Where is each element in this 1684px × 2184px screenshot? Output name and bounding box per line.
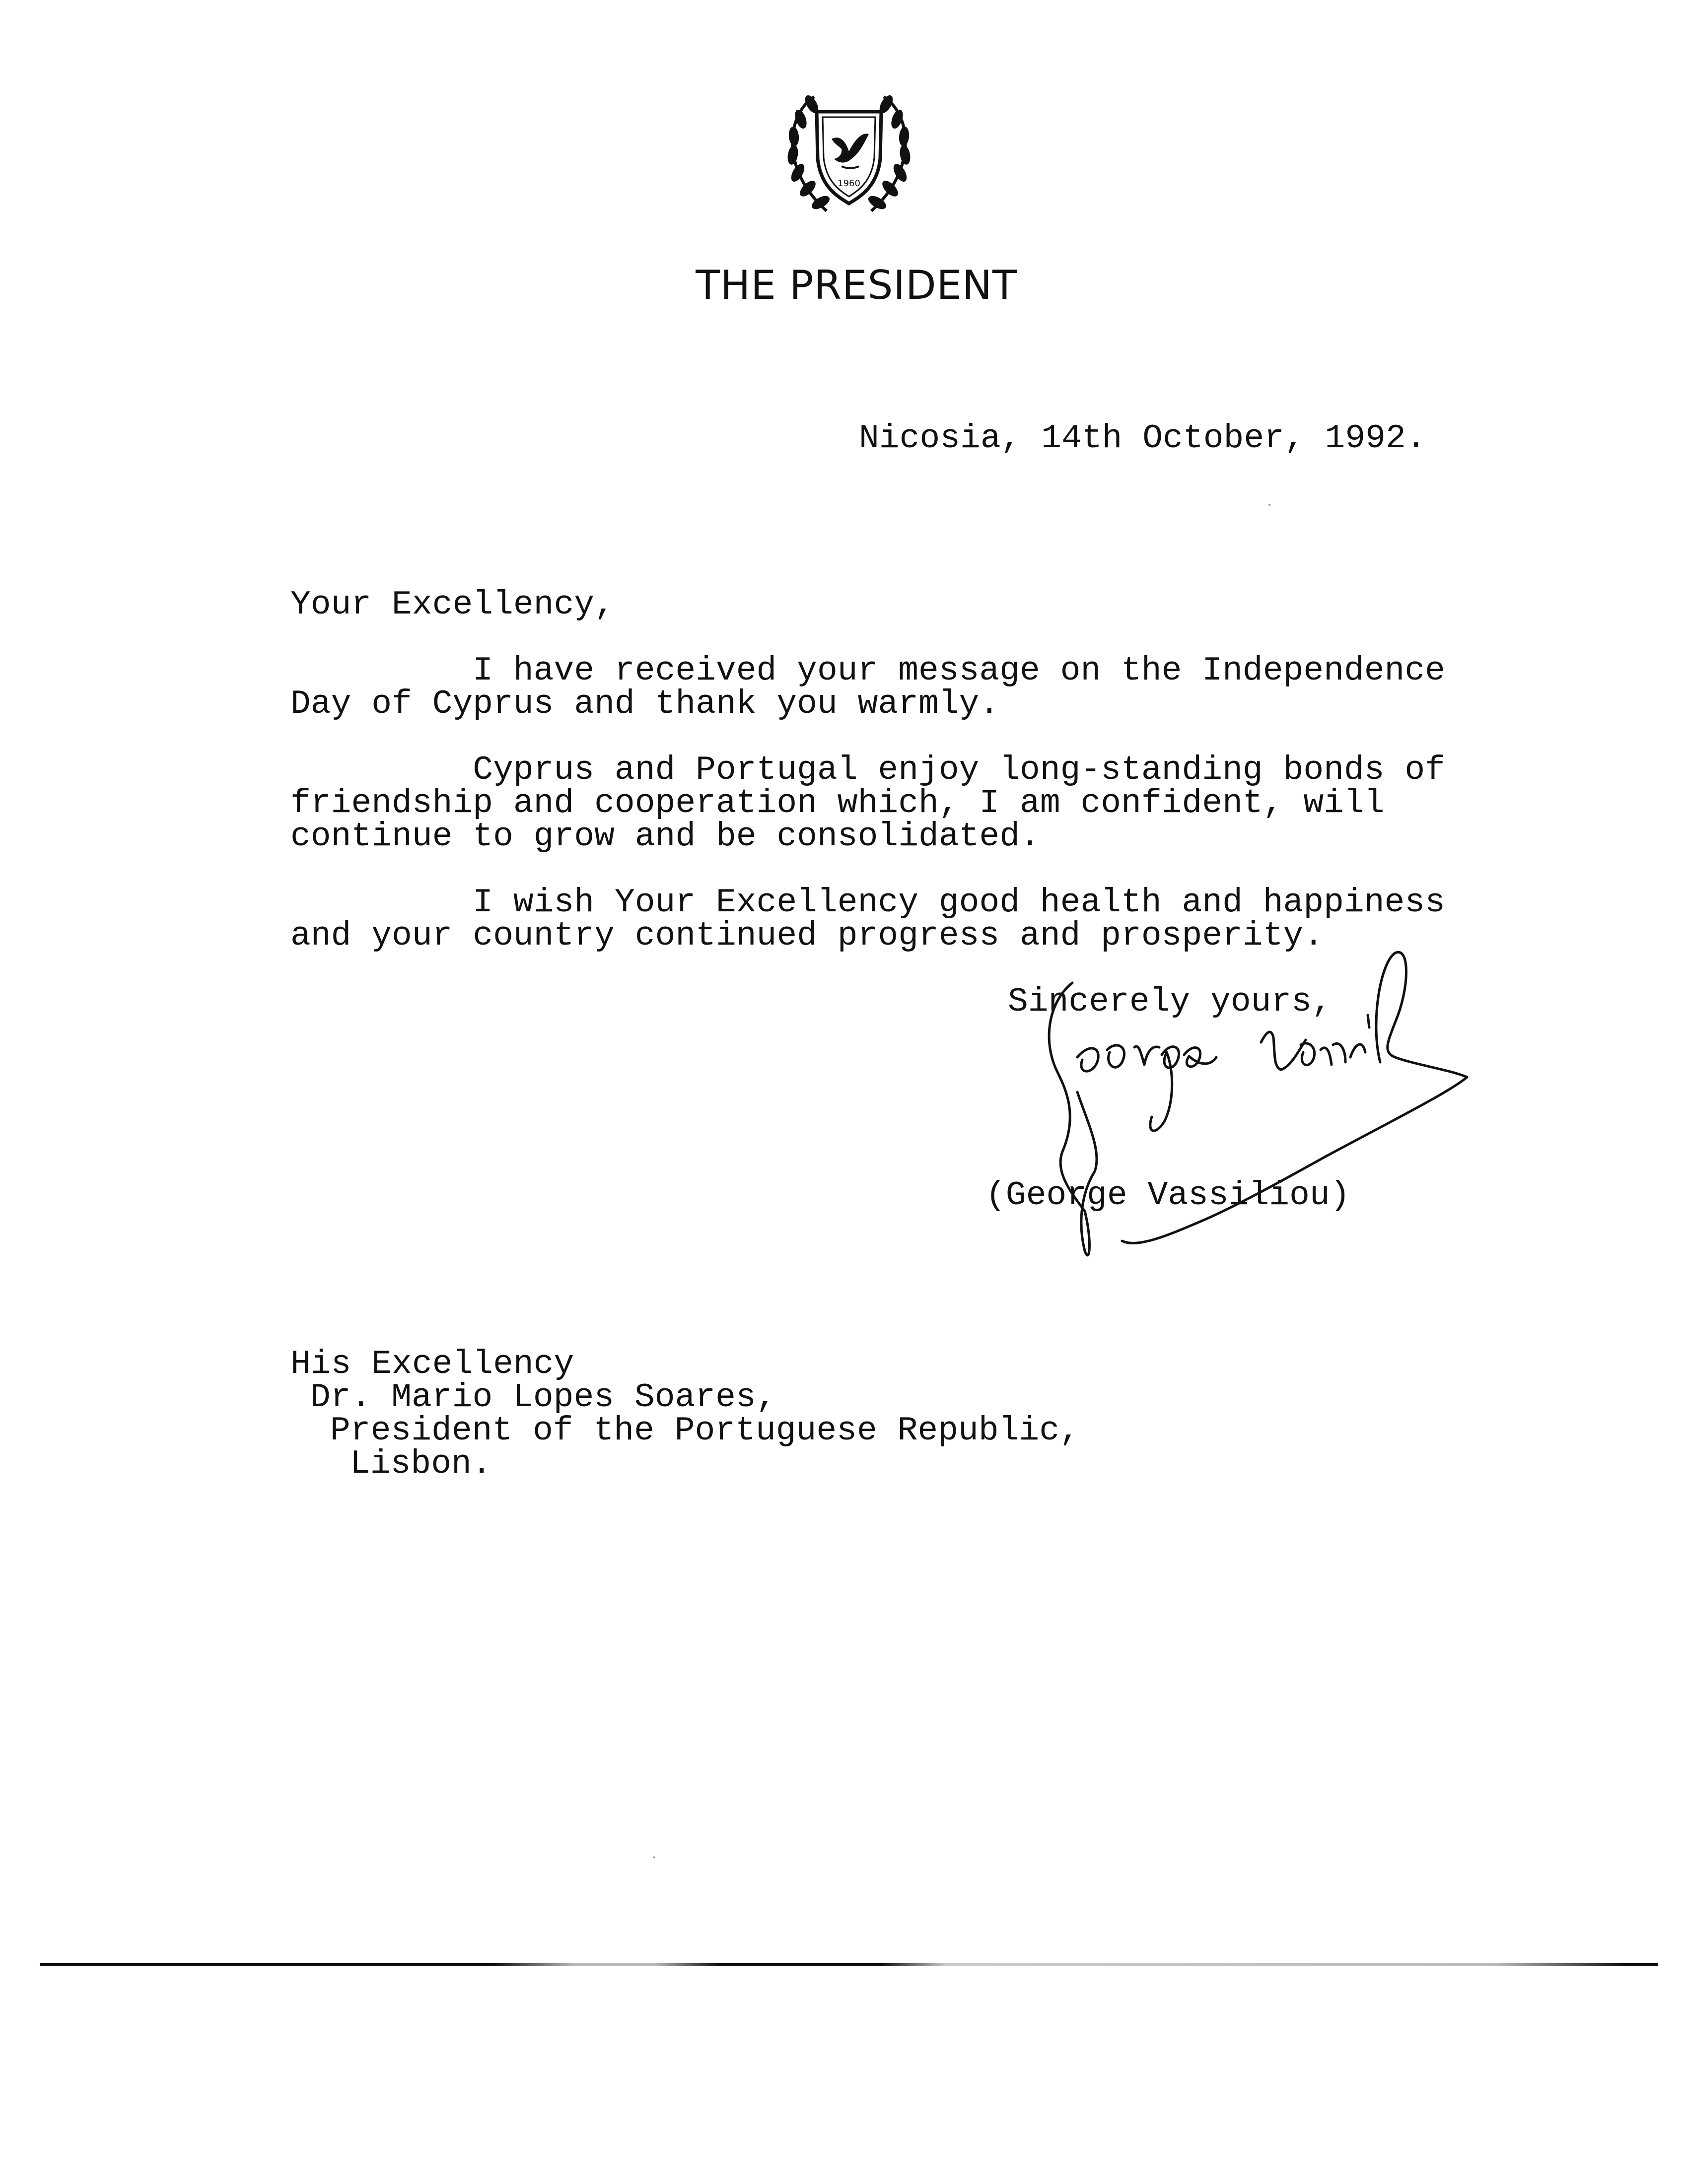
seal-year: 1960 <box>838 178 860 189</box>
handwritten-signature-icon <box>1003 943 1479 1281</box>
salutation: Your Excellency, <box>290 586 615 624</box>
body-paragraph-3: I wish Your Excellency good health and happiness and your country continued progress and prosperity. <box>290 884 1445 955</box>
addressee-line-3: President of the Portuguese Republic, <box>330 1412 1080 1450</box>
closing: Sincerely yours, <box>1008 983 1332 1021</box>
paper-speck <box>653 1856 655 1858</box>
paper-speck <box>1268 504 1270 506</box>
dateline: Nicosia, 14th October, 1992. <box>859 419 1426 458</box>
addressee-line-2: Dr. Mario Lopes Soares, <box>310 1378 776 1417</box>
cyprus-coat-of-arms-icon <box>767 84 931 233</box>
letterhead-title: THE PRESIDENT <box>696 262 1017 308</box>
body-paragraph-2: Cyprus and Portugal enjoy long-standing bonds of friendship and cooperation which, I am confident, will continue to grow and be consolidated. <box>290 751 1445 856</box>
addressee-line-4: Lisbon. <box>350 1445 492 1483</box>
addressee-line-1: His Excellency <box>290 1345 574 1383</box>
footer-rule <box>40 1963 1658 1966</box>
signatory-name: (George Vassiliou) <box>985 1176 1350 1215</box>
body-paragraph-1: I have received your message on the Independence Day of Cyprus and thank you warmly. <box>290 652 1445 723</box>
